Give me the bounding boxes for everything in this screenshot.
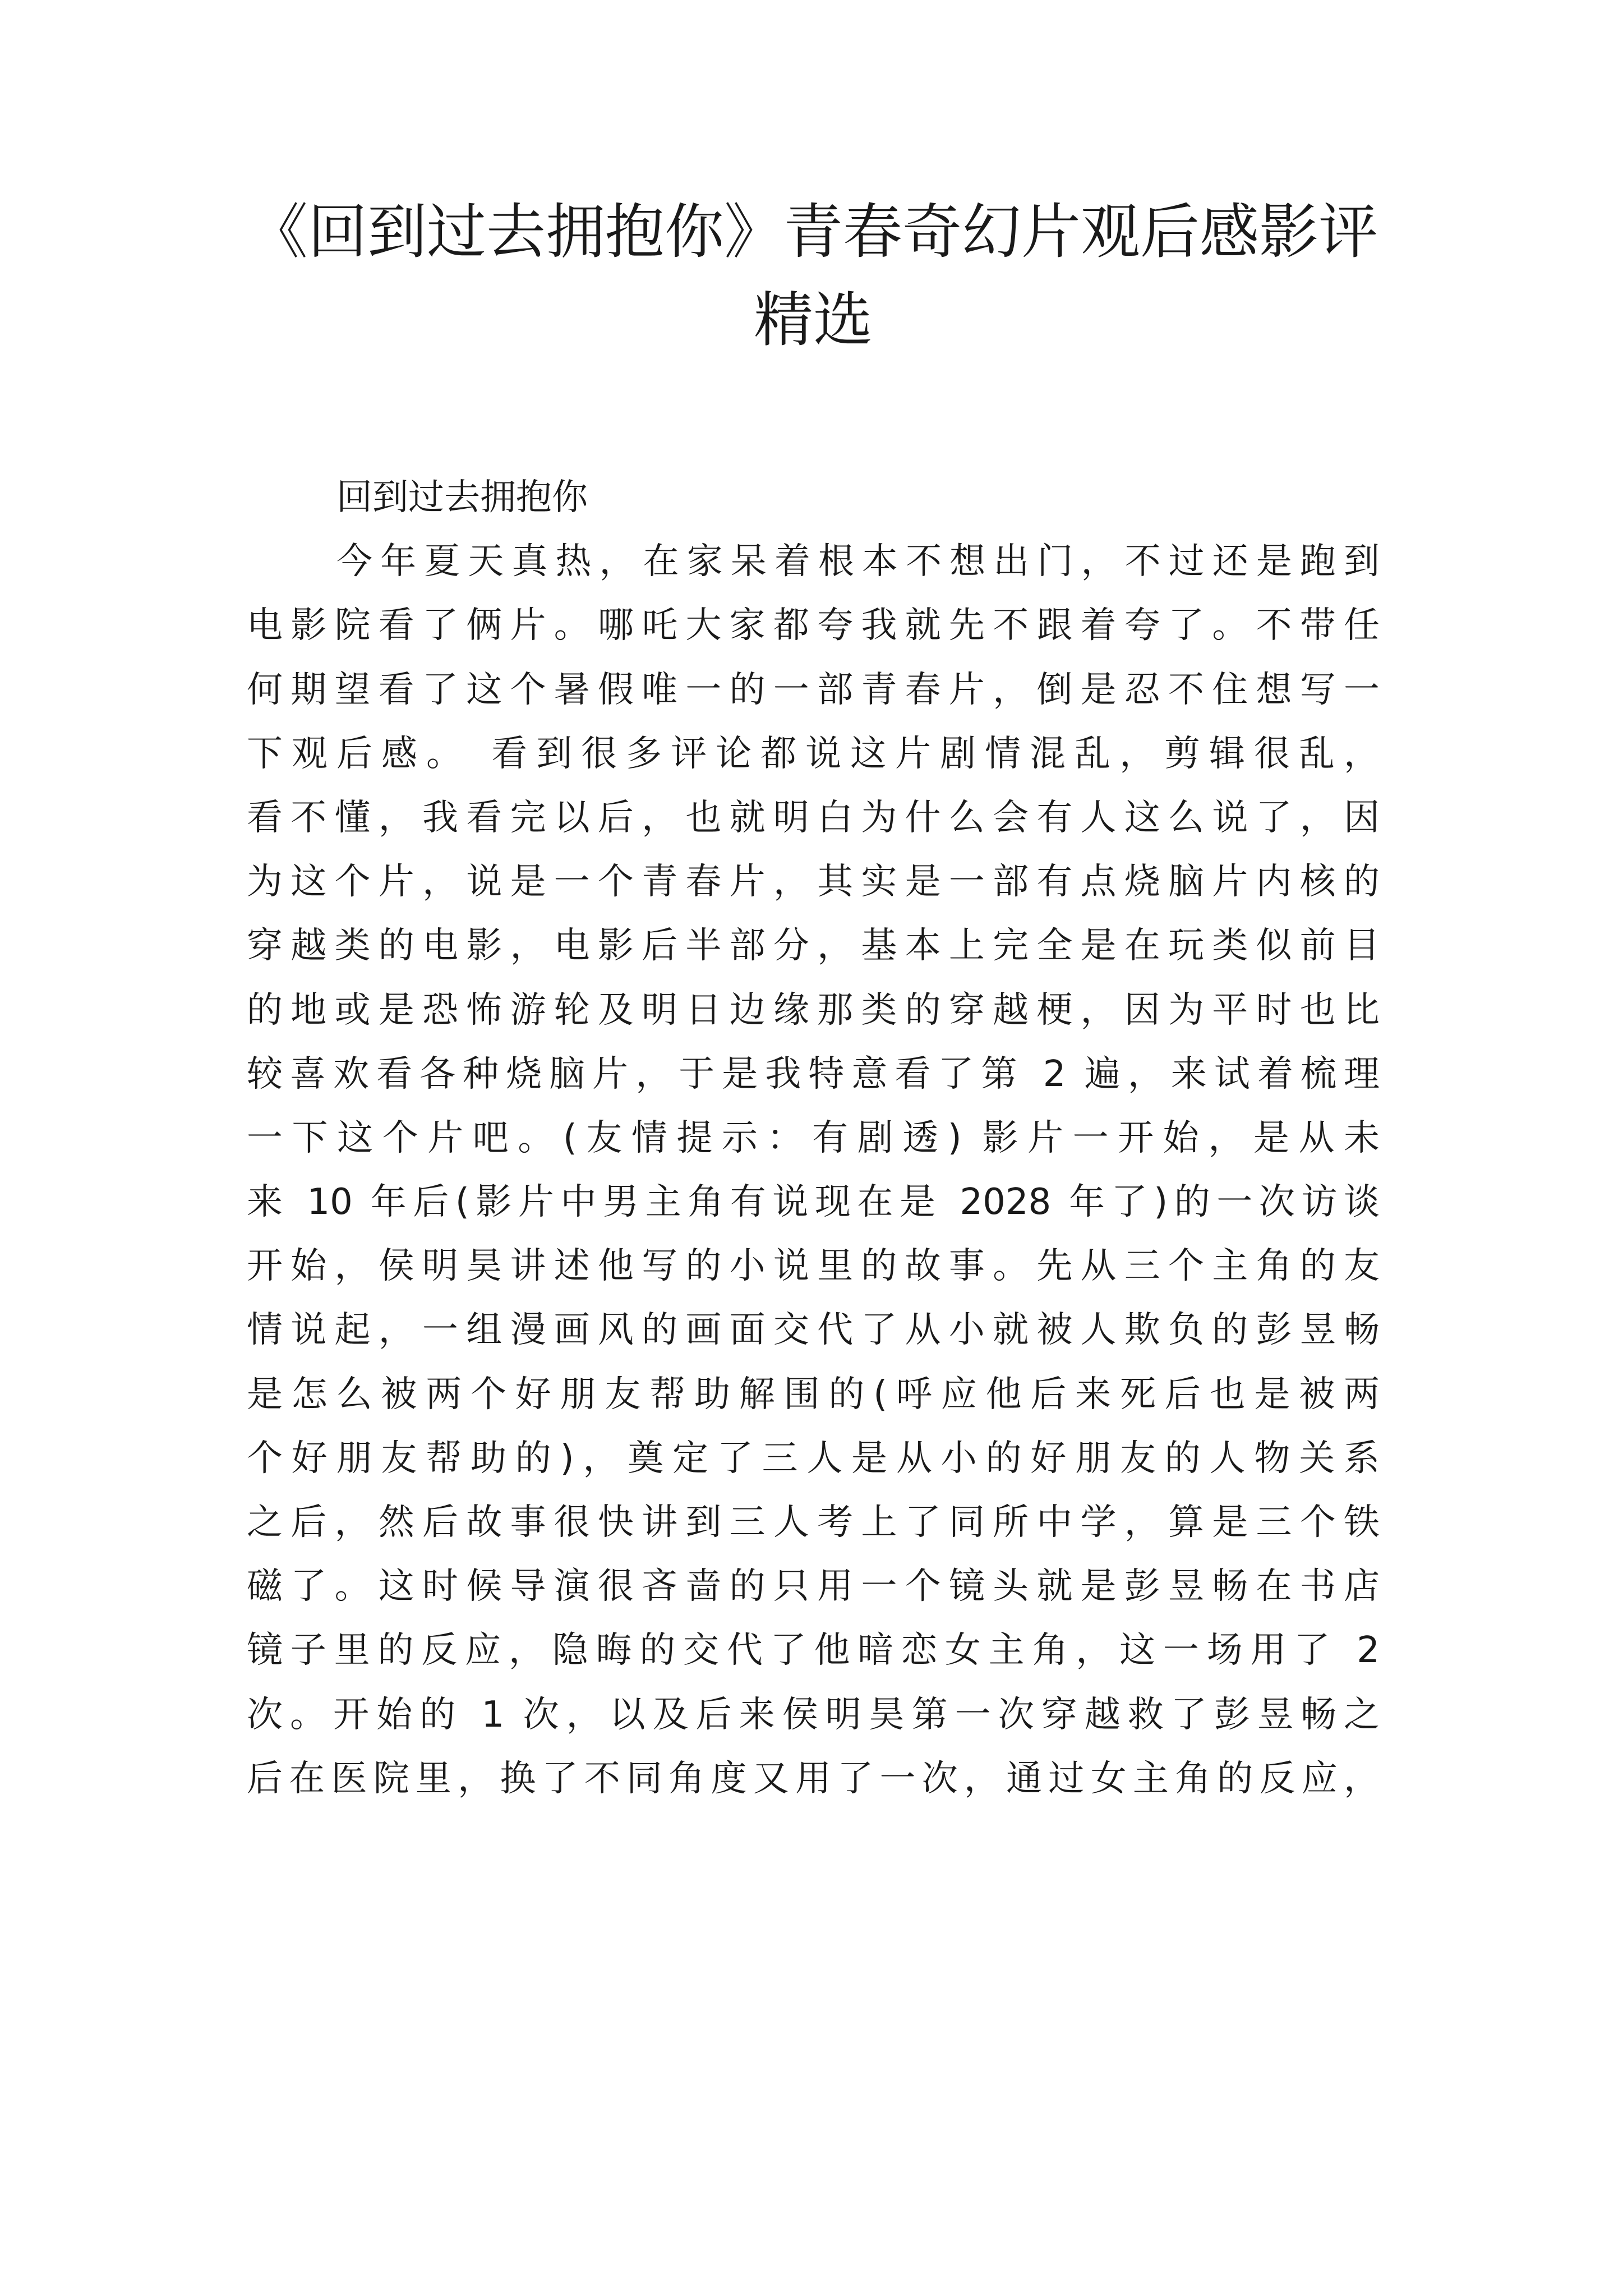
- body-line: 来 10 年后(影片中男主角有说现在是 2028 年了)的一次访谈: [247, 1181, 1380, 1223]
- body-line: 较喜欢看各种烧脑片，于是我特意看了第 2 遍，来试着梳理: [247, 1053, 1380, 1095]
- body-line: 看不懂，我看完以后，也就明白为什么会有人这么说了，因: [247, 797, 1380, 839]
- document-body: [247, 466, 1380, 1811]
- body-line: 镜子里的反应，隐晦的交代了他暗恋女主角，这一场用了 2: [247, 1630, 1380, 1672]
- body-line: 磁了。这时候导演很吝啬的只用一个镜头就是彭昱畅在书店: [247, 1566, 1380, 1608]
- title-line-2: 精选: [754, 286, 873, 355]
- body-line: 电影院看了俩片。哪吒大家都夸我就先不跟着夸了。不带任: [247, 605, 1380, 647]
- body-line: 一下这个片吧。(友情提示：有剧透) 影片一开始，是从未: [247, 1117, 1380, 1159]
- body-line: 何期望看了这个暑假唯一的一部青春片，倒是忍不住想写一: [247, 669, 1380, 711]
- body-line: 个好朋友帮助的)，奠定了三人是从小的好朋友的人物关系: [247, 1437, 1380, 1479]
- title-line-1: 《回到过去拥抱你》青春奇幻片观后感影评: [248, 197, 1378, 266]
- body-line: 次。开始的 1 次，以及后来侯明昊第一次穿越救了彭昱畅之: [247, 1694, 1380, 1736]
- body-line: 后在医院里，换了不同角度又用了一次，通过女主角的反应，: [247, 1757, 1380, 1800]
- body-line: 之后，然后故事很快讲到三人考上了同所中学，算是三个铁: [247, 1502, 1380, 1543]
- body-line: 穿越类的电影，电影后半部分，基本上完全是在玩类似前目: [247, 925, 1380, 967]
- body-line: 开始，侯明昊讲述他写的小说里的故事。先从三个主角的友: [247, 1245, 1380, 1287]
- body-line: 情说起，一组漫画风的画面交代了从小就被人欺负的彭昱畅: [247, 1309, 1380, 1351]
- body-line: 的地或是恐怖游轮及明日边缘那类的穿越梗，因为平时也比: [247, 989, 1380, 1031]
- document-title: [247, 188, 1380, 364]
- document-subtitle: 回到过去拥抱你: [336, 477, 588, 518]
- body-line: 为这个片，说是一个青春片，其实是一部有点烧脑片内核的: [247, 861, 1380, 903]
- body-line: 是怎么被两个好朋友帮助解围的(呼应他后来死后也是被两: [247, 1373, 1380, 1415]
- body-line: 今年夏天真热，在家呆着根本不想出门，不过还是跑到: [336, 541, 1380, 583]
- body-line: 下观后感。 看到很多评论都说这片剧情混乱，剪辑很乱，: [247, 733, 1380, 775]
